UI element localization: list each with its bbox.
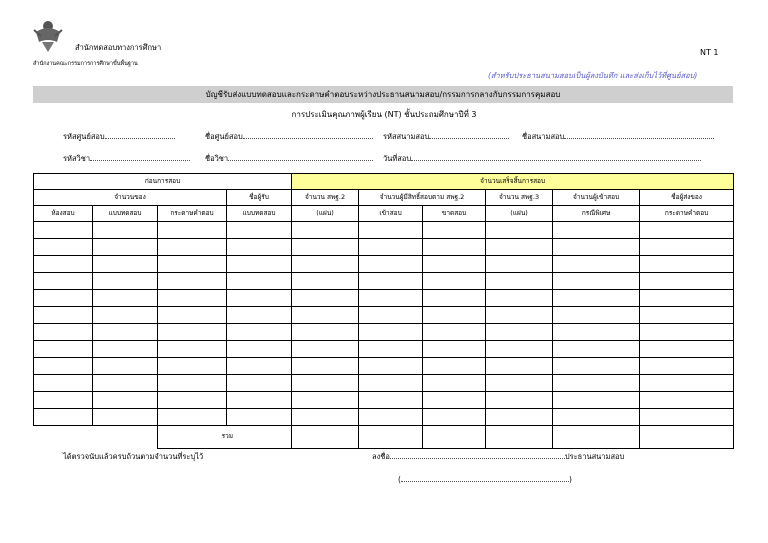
site-name-label: ชื่อสนามสอบ xyxy=(522,132,565,141)
sum-cell[interactable] xyxy=(423,426,486,449)
table-cell[interactable] xyxy=(553,341,640,358)
table-cell[interactable] xyxy=(93,222,158,239)
table-cell[interactable] xyxy=(359,290,423,307)
table-cell[interactable] xyxy=(34,375,93,392)
sum-cell[interactable] xyxy=(640,426,734,449)
table-cell[interactable] xyxy=(553,307,640,324)
table-cell[interactable] xyxy=(553,324,640,341)
form-code: NT 1 xyxy=(700,48,719,57)
table-row xyxy=(34,307,734,324)
table-cell[interactable] xyxy=(93,273,158,290)
table-cell[interactable] xyxy=(34,222,93,239)
exam-date-field[interactable] xyxy=(383,153,701,165)
table-cell[interactable] xyxy=(640,239,734,256)
table-cell[interactable] xyxy=(359,307,423,324)
special-sub-header: กรณีพิเศษ xyxy=(553,206,640,222)
table-cell[interactable] xyxy=(34,256,93,273)
sbs3-header: จำนวน สพฐ.3 xyxy=(486,190,553,206)
table-cell[interactable] xyxy=(640,290,734,307)
table-cell[interactable] xyxy=(292,392,359,409)
table-cell[interactable] xyxy=(640,409,734,426)
chair-role: ประธานสนามสอบ xyxy=(564,452,625,461)
sum-cell[interactable] xyxy=(359,426,423,449)
table-cell[interactable] xyxy=(423,273,486,290)
subject-code-label: รหัสวิชา xyxy=(63,154,91,163)
table-cell[interactable] xyxy=(359,239,423,256)
table-cell[interactable] xyxy=(227,256,292,273)
table-body xyxy=(34,222,734,449)
table-cell[interactable] xyxy=(553,239,640,256)
table-row xyxy=(34,358,734,375)
table-cell[interactable] xyxy=(486,409,553,426)
table-cell[interactable] xyxy=(423,256,486,273)
table-cell[interactable] xyxy=(158,409,227,426)
site-name-field[interactable] xyxy=(522,131,714,143)
table-cell[interactable] xyxy=(640,222,734,239)
exam-date-label: วันที่สอบ xyxy=(383,154,412,163)
table-cell[interactable] xyxy=(486,392,553,409)
table-cell[interactable] xyxy=(553,409,640,426)
table-cell[interactable] xyxy=(423,222,486,239)
table-cell[interactable] xyxy=(227,409,292,426)
paren-open: ( xyxy=(398,475,401,484)
table-row xyxy=(34,239,734,256)
table-cell[interactable] xyxy=(423,307,486,324)
table-cell[interactable] xyxy=(93,375,158,392)
table-cell[interactable] xyxy=(93,324,158,341)
special-header: จำนวนผู้เข้าสอบ xyxy=(553,190,640,206)
table-cell[interactable] xyxy=(292,375,359,392)
table-cell[interactable] xyxy=(640,273,734,290)
org-name: สำนักทดสอบทางการศึกษา xyxy=(75,43,162,52)
table-cell[interactable] xyxy=(553,392,640,409)
table-cell[interactable] xyxy=(158,324,227,341)
table-cell[interactable] xyxy=(292,409,359,426)
table-cell[interactable] xyxy=(93,307,158,324)
room-header: ห้องสอบ xyxy=(34,206,93,222)
subject-name-field[interactable] xyxy=(205,153,373,165)
table-cell[interactable] xyxy=(359,324,423,341)
table-row xyxy=(34,256,734,273)
table-cell[interactable] xyxy=(93,256,158,273)
table-cell[interactable] xyxy=(640,392,734,409)
handover-table xyxy=(33,173,734,449)
table-cell[interactable] xyxy=(34,392,93,409)
answer-sheet-header: กระดาษคำตอบ xyxy=(158,206,227,222)
table-cell[interactable] xyxy=(34,324,93,341)
table-cell[interactable] xyxy=(486,290,553,307)
table-row xyxy=(34,273,734,290)
table-cell[interactable] xyxy=(34,307,93,324)
table-cell[interactable] xyxy=(423,341,486,358)
table-cell[interactable] xyxy=(553,222,640,239)
table-cell[interactable] xyxy=(227,375,292,392)
table-cell[interactable] xyxy=(227,290,292,307)
table-cell[interactable] xyxy=(423,375,486,392)
table-cell[interactable] xyxy=(227,341,292,358)
table-cell[interactable] xyxy=(93,392,158,409)
site-code-label: รหัสสนามสอบ xyxy=(383,132,430,141)
table-cell[interactable] xyxy=(34,273,93,290)
table-row xyxy=(34,222,734,239)
table-cell[interactable] xyxy=(423,358,486,375)
sbs2-header: จำนวน สพฐ.2 xyxy=(292,190,359,206)
table-cell[interactable] xyxy=(359,256,423,273)
table-cell[interactable] xyxy=(292,358,359,375)
table-cell[interactable] xyxy=(34,239,93,256)
table-cell[interactable] xyxy=(292,273,359,290)
table-cell[interactable] xyxy=(640,307,734,324)
table-cell[interactable] xyxy=(34,409,93,426)
table-cell[interactable] xyxy=(158,307,227,324)
table-cell[interactable] xyxy=(227,273,292,290)
table-row xyxy=(34,341,734,358)
verified-statement: ได้ตรวจนับแล้วครบถ้วนตามจำนวนที่ระบุไว้ xyxy=(63,452,204,461)
table-cell[interactable] xyxy=(486,256,553,273)
table-cell[interactable] xyxy=(158,392,227,409)
table-cell[interactable] xyxy=(292,324,359,341)
table-cell[interactable] xyxy=(227,358,292,375)
table-cell[interactable] xyxy=(486,358,553,375)
table-cell[interactable] xyxy=(158,239,227,256)
sum-cell[interactable] xyxy=(292,426,359,449)
absent-header: ขาดสอบ xyxy=(423,206,486,222)
table-cell[interactable] xyxy=(292,222,359,239)
table-cell[interactable] xyxy=(292,256,359,273)
receiver-sub-header: แบบทดสอบ xyxy=(227,206,292,222)
garuda-emblem-icon xyxy=(33,18,63,54)
table-cell[interactable] xyxy=(227,307,292,324)
table-cell[interactable] xyxy=(359,341,423,358)
center-code-field[interactable] xyxy=(63,131,175,143)
table-row xyxy=(34,290,734,307)
sum-cell[interactable] xyxy=(486,426,553,449)
center-code-label: รหัสศูนย์สอบ xyxy=(63,132,105,141)
header-row-3 xyxy=(34,206,734,222)
table-cell[interactable] xyxy=(553,358,640,375)
table-cell[interactable] xyxy=(359,409,423,426)
table-cell[interactable] xyxy=(34,358,93,375)
table-cell[interactable] xyxy=(292,341,359,358)
org-parent: สำนักงานคณะกรรมการการศึกษาขั้นพื้นฐาน xyxy=(33,61,138,67)
table-cell[interactable] xyxy=(34,290,93,307)
table-row xyxy=(34,324,734,341)
table-cell[interactable] xyxy=(640,256,734,273)
table-cell[interactable] xyxy=(158,341,227,358)
group-before-exam: ก่อนการสอบ xyxy=(34,174,292,190)
table-cell[interactable] xyxy=(359,358,423,375)
table-cell[interactable] xyxy=(423,409,486,426)
table-cell[interactable] xyxy=(158,256,227,273)
sbs3-unit-header: (แผ่น) xyxy=(486,206,553,222)
sender-header: ชื่อผู้ส่งของ xyxy=(640,190,734,206)
table-cell[interactable] xyxy=(423,324,486,341)
table-cell[interactable] xyxy=(227,392,292,409)
group-after-exam: จำนวนเสร็จสิ้นการสอบ xyxy=(292,174,734,190)
table-cell[interactable] xyxy=(158,290,227,307)
table-row xyxy=(34,375,734,392)
table-cell[interactable] xyxy=(93,290,158,307)
table-row xyxy=(34,392,734,409)
table-cell[interactable] xyxy=(227,239,292,256)
sbs2-unit-header: (แผ่น) xyxy=(292,206,359,222)
center-name-field[interactable] xyxy=(205,131,373,143)
printed-name-line[interactable] xyxy=(398,474,572,484)
table-cell[interactable] xyxy=(359,273,423,290)
table-cell[interactable] xyxy=(158,273,227,290)
table-cell[interactable] xyxy=(423,239,486,256)
signature-line[interactable] xyxy=(372,451,624,463)
table-cell[interactable] xyxy=(93,358,158,375)
table-cell[interactable] xyxy=(640,341,734,358)
site-code-field[interactable] xyxy=(383,131,509,143)
table-cell[interactable] xyxy=(158,358,227,375)
form-title: บัญชีรับส่งแบบทดสอบและกระดาษคำตอบระหว่างประธานสนามสอบ/กรรมการกลางกับกรรมการคุมสอบ xyxy=(33,86,733,103)
table-cell[interactable] xyxy=(486,324,553,341)
table-cell[interactable] xyxy=(640,324,734,341)
header-row-2 xyxy=(34,190,734,206)
table-cell[interactable] xyxy=(158,222,227,239)
test-header: แบบทดสอบ xyxy=(93,206,158,222)
table-cell[interactable] xyxy=(423,290,486,307)
table-row xyxy=(34,409,734,426)
table-cell[interactable] xyxy=(486,375,553,392)
table-cell[interactable] xyxy=(359,222,423,239)
table-cell[interactable] xyxy=(158,375,227,392)
table-cell[interactable] xyxy=(227,324,292,341)
sign-label: ลงชื่อ xyxy=(372,452,390,461)
form-subtitle: การประเมินคุณภาพผู้เรียน (NT) ชั้นประถมศึกษาปีที่ 3 xyxy=(291,110,477,119)
receiver-header: ชื่อผู้รับ xyxy=(227,190,292,206)
table-cell[interactable] xyxy=(292,307,359,324)
table-cell[interactable] xyxy=(553,273,640,290)
table-cell[interactable] xyxy=(486,239,553,256)
table-cell[interactable] xyxy=(486,341,553,358)
center-name-label: ชื่อศูนย์สอบ xyxy=(205,132,243,141)
table-cell[interactable] xyxy=(292,290,359,307)
table-cell[interactable] xyxy=(227,222,292,239)
table-cell[interactable] xyxy=(486,222,553,239)
paren-close: ) xyxy=(568,475,572,484)
table-cell[interactable] xyxy=(359,392,423,409)
table-cell[interactable] xyxy=(93,341,158,358)
present-header: เข้าสอบ xyxy=(359,206,423,222)
count-of-header: จำนวนของ xyxy=(34,190,227,206)
sum-blank xyxy=(34,426,158,449)
table-cell[interactable] xyxy=(640,358,734,375)
header-row-groups xyxy=(34,174,734,190)
eligible-header: จำนวนผู้มีสิทธิ์สอบตาม สพฐ.2 xyxy=(359,190,486,206)
table-cell[interactable] xyxy=(93,239,158,256)
table-cell[interactable] xyxy=(553,375,640,392)
table-cell[interactable] xyxy=(292,239,359,256)
table-cell[interactable] xyxy=(553,256,640,273)
table-cell[interactable] xyxy=(34,341,93,358)
table-cell[interactable] xyxy=(93,409,158,426)
sum-row xyxy=(34,426,734,449)
table-cell[interactable] xyxy=(640,375,734,392)
sender-sub-header: กระดาษคำตอบ xyxy=(640,206,734,222)
instruction-note: (สำหรับประธานสนามสอบเป็นผู้ลงบันทึก และส่งเก็บไว้ที่ศูนย์สอบ) xyxy=(488,71,698,80)
sum-cell[interactable] xyxy=(553,426,640,449)
table-cell[interactable] xyxy=(553,290,640,307)
sum-label: รวม xyxy=(158,426,292,449)
table-cell[interactable] xyxy=(423,392,486,409)
subject-name-label: ชื่อวิชา xyxy=(205,154,229,163)
table-cell[interactable] xyxy=(486,273,553,290)
table-cell[interactable] xyxy=(359,375,423,392)
table-cell[interactable] xyxy=(486,307,553,324)
subject-code-field[interactable] xyxy=(63,153,190,165)
